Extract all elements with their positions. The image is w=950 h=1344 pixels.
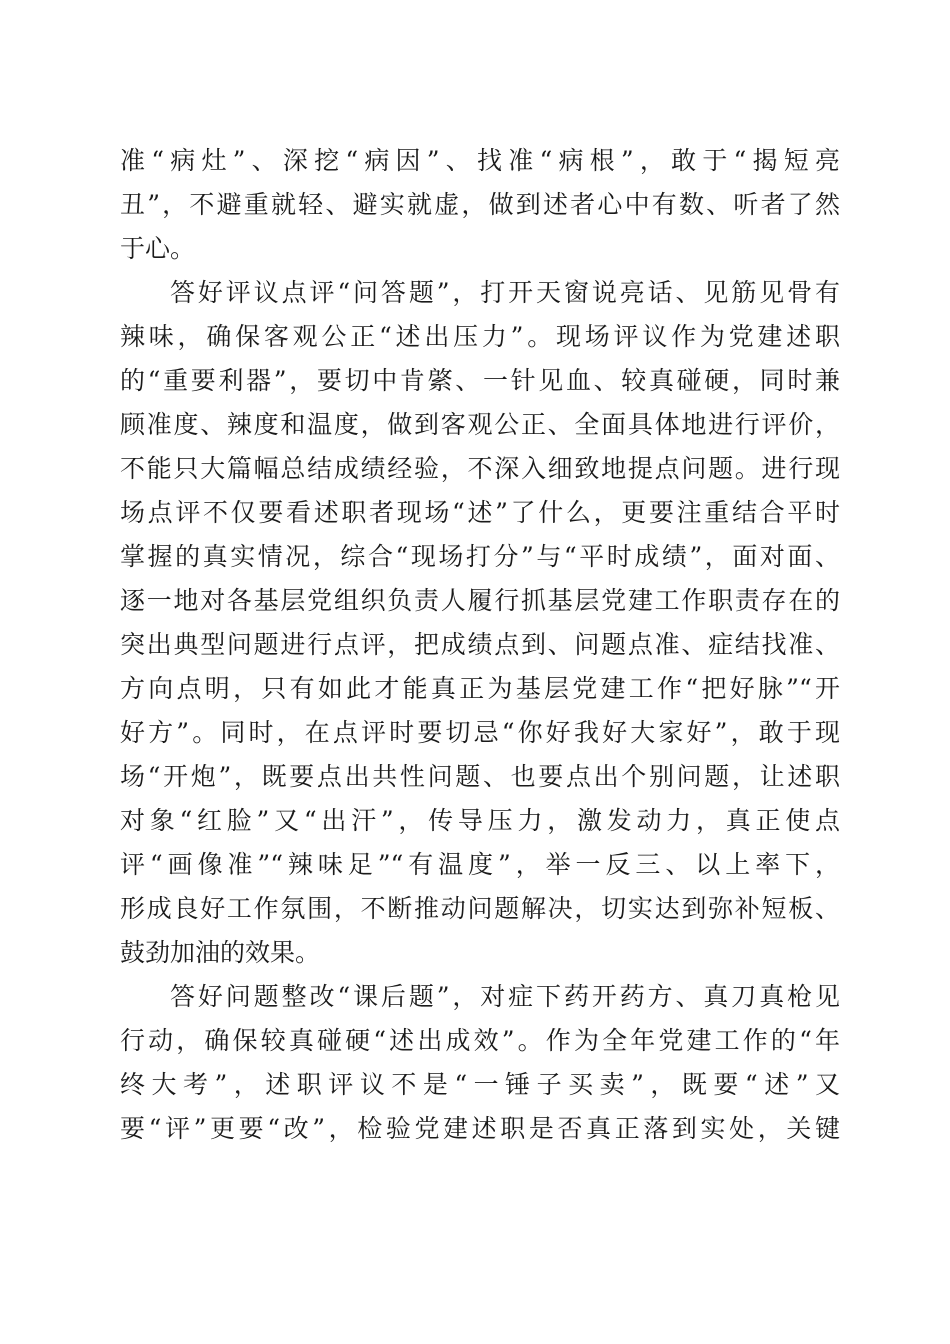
text-line: 逐一地对各基层党组织负责人履行抓基层党建工作职责存在的 <box>120 586 840 615</box>
text-line: 顾准度、辣度和温度，做到客观公正、全面具体地进行评价， <box>120 410 840 439</box>
text-line: 要“评”更要“改”，检验党建述职是否真正落到实处，关键 <box>120 1114 840 1143</box>
text-line: 终大考”，述职评议不是“一锤子买卖”，既要“述”又 <box>120 1070 840 1099</box>
text-line: 的“重要利器”，要切中肯綮、一针见血、较真碰硬，同时兼 <box>120 366 840 395</box>
text-line: 场点评不仅要看述职者现场“述”了什么，更要注重结合平时 <box>120 498 840 527</box>
text-line: 评“画像准”“辣味足”“有温度”，举一反三、以上率下， <box>120 850 840 879</box>
text-line: 辣味，确保客观公正“述出压力”。现场评议作为党建述职 <box>120 322 840 351</box>
text-line: 好方”。同时，在点评时要切忌“你好我好大家好”，敢于现 <box>120 718 840 747</box>
text-line: 不能只大篇幅总结成绩经验，不深入细致地提点问题。进行现 <box>120 454 840 483</box>
text-line: 于心。 <box>120 234 196 263</box>
paragraph-3 <box>120 975 840 1151</box>
text-line: 方向点明，只有如此才能真正为基层党建工作“把好脉”“开 <box>120 674 840 703</box>
text-line: 行动，确保较真碰硬“述出成效”。作为全年党建工作的“年 <box>120 1026 840 1055</box>
text-line: 鼓劲加油的效果。 <box>120 938 321 967</box>
text-line: 突出典型问题进行点评，把成绩点到、问题点准、症结找准、 <box>120 630 840 659</box>
text-line: 掌握的真实情况，综合“现场打分”与“平时成绩”，面对面、 <box>120 542 840 571</box>
paragraph-1 <box>120 139 840 271</box>
text-line: 答好评议点评“问答题”，打开天窗说亮话、见筋见骨有 <box>170 278 840 307</box>
text-line: 答好问题整改“课后题”，对症下药开药方、真刀真枪见 <box>170 982 840 1011</box>
paragraph-2 <box>120 271 840 975</box>
text-line: 场“开炮”，既要点出共性问题、也要点出个别问题，让述职 <box>120 762 840 791</box>
text-line: 对象“红脸”又“出汗”，传导压力，激发动力，真正使点 <box>120 806 840 835</box>
body-text <box>120 139 840 1151</box>
text-line: 丑”，不避重就轻、避实就虚，做到述者心中有数、听者了然 <box>120 190 840 219</box>
text-line: 准“病灶”、深挖“病因”、找准“病根”，敢于“揭短亮 <box>120 146 840 175</box>
text-line: 形成良好工作氛围，不断推动问题解决，切实达到弥补短板、 <box>120 894 840 923</box>
